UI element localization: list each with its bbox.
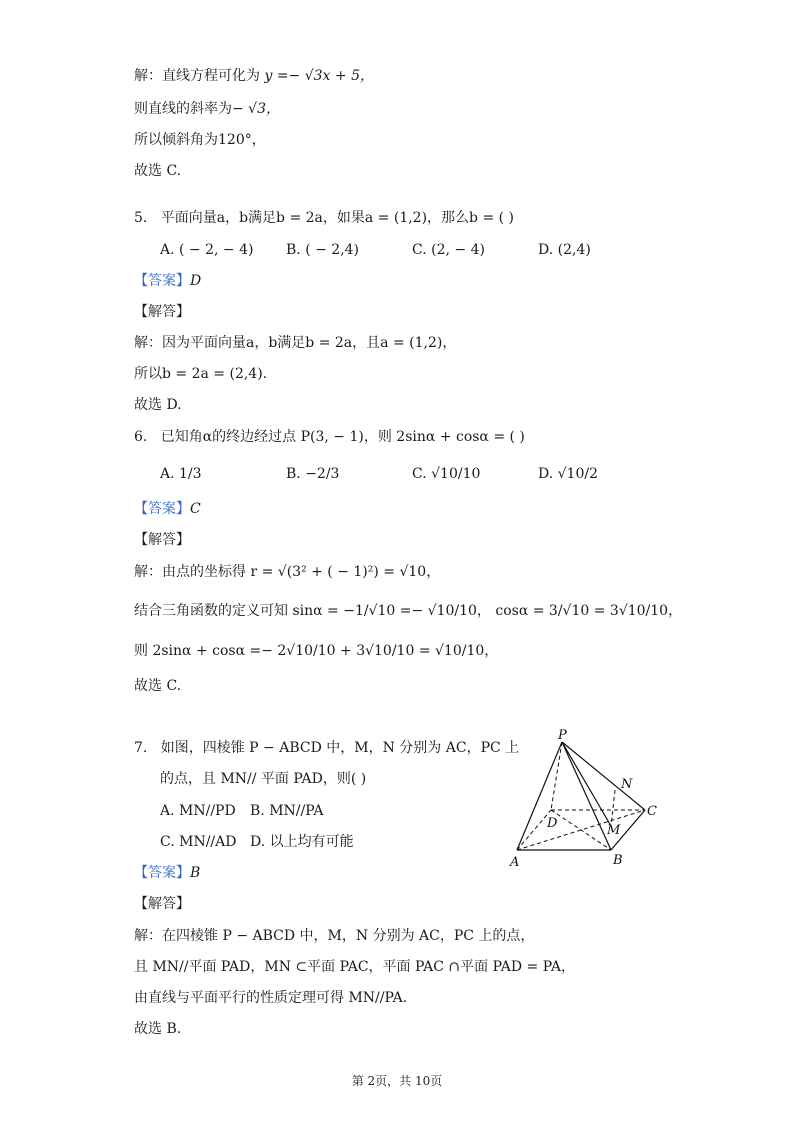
prev-solution-line-2: 则直线的斜率为− √3， bbox=[134, 101, 281, 117]
q5-answer: 【答案】D bbox=[134, 273, 202, 289]
q7-option-c: C. MN//AD bbox=[160, 834, 237, 850]
label-A: A bbox=[510, 855, 520, 870]
q5-solution-line-1: 解：因为平面向量a，b满足b = 2a，且a = (1,2)， bbox=[134, 335, 457, 351]
q6-solution-line-2: 结合三角函数的定义可知 sinα = −1/√10 =− √10/10， cosα = 3/√10 = 3√10/10， bbox=[134, 603, 683, 619]
question-5-stem: 5. 平面向量a，b满足b = 2a，如果a = (1,2)，那么b = ( ) bbox=[134, 210, 515, 226]
q5-analysis-tag: 【解答】 bbox=[134, 304, 190, 320]
question-7-stem-line-1: 7. 如图，四棱锥 P − ABCD 中，M，N 分别为 AC，PC 上 bbox=[134, 740, 520, 756]
q6-analysis-tag: 【解答】 bbox=[134, 532, 190, 548]
q7-option-a: A. MN//PD bbox=[160, 803, 236, 819]
q7-analysis-tag: 【解答】 bbox=[134, 896, 190, 912]
question-6-stem: 6. 已知角α的终边经过点 P(3, − 1)，则 2sinα + cosα = ( ) bbox=[134, 429, 525, 445]
label-N: N bbox=[621, 777, 633, 792]
q6-option-b: B. −2/3 bbox=[286, 466, 340, 482]
q5-option-d: D. (2,4) bbox=[538, 242, 591, 258]
label-C: C bbox=[647, 804, 657, 819]
segment-MN bbox=[611, 790, 615, 826]
q6-solution-line-1: 解：由点的坐标得 r = √(3² + ( − 1)²) = √10， bbox=[134, 564, 441, 580]
label-M: M bbox=[607, 823, 621, 838]
prev-solution-line-1: 解：直线方程可化为 y =− √3x + 5， bbox=[134, 68, 374, 84]
q6-option-a: A. 1/3 bbox=[160, 466, 202, 482]
pyramid-figure bbox=[505, 730, 665, 870]
prev-solution-line-3: 所以倾斜角为120°， bbox=[134, 132, 266, 148]
q5-option-b: B. ( − 2,4) bbox=[286, 242, 360, 258]
q6-option-c: C. √10/10 bbox=[412, 466, 481, 482]
q7-answer: 【答案】B bbox=[134, 865, 201, 881]
question-7-stem-line-2: 的点，且 MN// 平面 PAD，则( ) bbox=[160, 771, 367, 787]
edge-PC bbox=[562, 742, 645, 810]
q7-solution-line-3: 由直线与平面平行的性质定理可得 MN//PA. bbox=[134, 990, 408, 1006]
page-footer: 第 2页，共 10页 bbox=[351, 1074, 443, 1088]
q7-solution-line-1: 解：在四棱锥 P − ABCD 中，M，N 分别为 AC，PC 上的点， bbox=[134, 928, 535, 944]
label-P: P bbox=[558, 728, 567, 743]
q6-solution-line-3: 则 2sinα + cosα =− 2√10/10 + 3√10/10 = √10/10， bbox=[134, 643, 499, 659]
q5-solution-line-2: 所以b = 2a = (2,4). bbox=[134, 366, 268, 382]
q5-solution-line-3: 故选 D. bbox=[134, 397, 182, 413]
q7-solution-line-2: 且 MN//平面 PAD，MN ⊂平面 PAC，平面 PAC ∩平面 PAD = PA， bbox=[134, 959, 575, 975]
line-PM bbox=[562, 742, 611, 826]
edge-AD bbox=[517, 810, 551, 850]
q7-option-b: B. MN//PA bbox=[250, 803, 324, 819]
q7-option-d: D. 以上均有可能 bbox=[250, 834, 354, 850]
q6-answer: 【答案】C bbox=[134, 501, 201, 517]
label-B: B bbox=[613, 853, 623, 868]
q5-option-c: C. (2, − 4) bbox=[412, 242, 485, 258]
edge-PA bbox=[517, 742, 562, 850]
q6-solution-line-4: 故选 C. bbox=[134, 678, 182, 694]
q6-option-d: D. √10/2 bbox=[538, 466, 598, 482]
q5-option-a: A. ( − 2, − 4) bbox=[160, 242, 254, 258]
label-D: D bbox=[547, 816, 558, 831]
edge-PD bbox=[551, 742, 562, 810]
q7-solution-line-4: 故选 B. bbox=[134, 1021, 182, 1037]
prev-solution-line-4: 故选 C. bbox=[134, 163, 182, 179]
